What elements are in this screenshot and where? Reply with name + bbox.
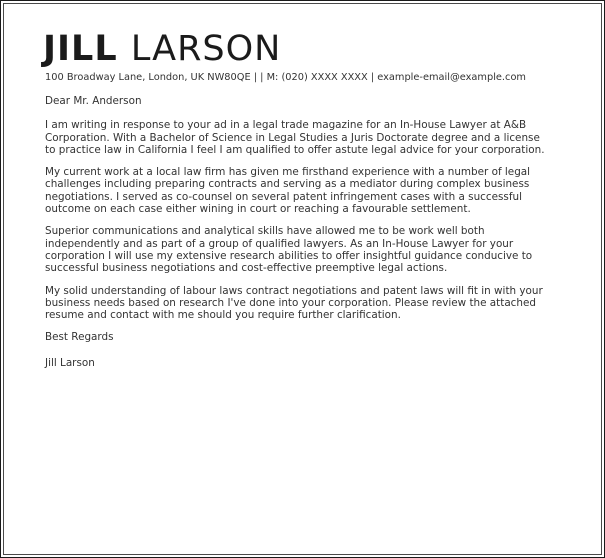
paragraph-line: successful business negotiations and cost-effective preemptive legal actions.	[45, 262, 448, 275]
paragraph-line: Superior communications and analytical skills have allowed me to be work well both	[45, 225, 485, 238]
applicant-last-name: LARSON	[130, 29, 282, 69]
salutation: Dear Mr. Anderson	[45, 95, 142, 107]
paragraph-introduction	[45, 119, 565, 156]
paragraph-conclusion	[45, 285, 565, 322]
paragraph-experience	[45, 166, 565, 215]
paragraph-line: My current work at a local law firm has given me firsthand experience with a number of legal	[45, 166, 531, 179]
contact-details: 100 Broadway Lane, London, UK NW80QE | | M: (020) XXXX XXXX | example-email@example.com	[45, 72, 526, 83]
paragraph-line: outcome on each case either wining in court or reaching a favourable settlement.	[45, 203, 471, 216]
paragraph-line: business needs based on research I've done into your corporation. Please review the attached	[45, 296, 536, 309]
paragraph-skills	[45, 225, 565, 274]
paragraph-line: challenges including preparing contracts and serving as a mediator during complex business	[45, 178, 530, 191]
letter-body	[45, 95, 565, 379]
paragraph-line: to practice law in California I feel I am qualified to offer astute legal advice for your corporation.	[45, 143, 545, 156]
paragraph-line: resume and contact with me should you require further clarification.	[45, 309, 401, 322]
paragraph-line: independently and as part of a group of qualified lawyers. As an In-House Lawyer for your	[45, 237, 514, 250]
signature: Jill Larson	[45, 356, 95, 369]
paragraph-line: negotiations. I served as co-counsel on several patent infringement cases with a successful	[45, 190, 522, 203]
applicant-name	[43, 29, 281, 69]
paragraph-line: My solid understanding of labour laws contract negotiations and patent laws will fit in with your	[45, 284, 543, 297]
paragraph-line: corporation I will use my extensive research abilities to offer insightful guidance conducive to	[45, 249, 533, 262]
paragraph-line: Corporation. With a Bachelor of Science in Legal Studies a Juris Doctorate degree and a license	[45, 131, 540, 144]
closing: Best Regards	[45, 331, 114, 344]
paragraph-line: I am writing in response to your ad in a legal trade magazine for an In-House Lawyer at A&B	[45, 119, 527, 132]
applicant-first-name: JILL	[43, 29, 118, 69]
